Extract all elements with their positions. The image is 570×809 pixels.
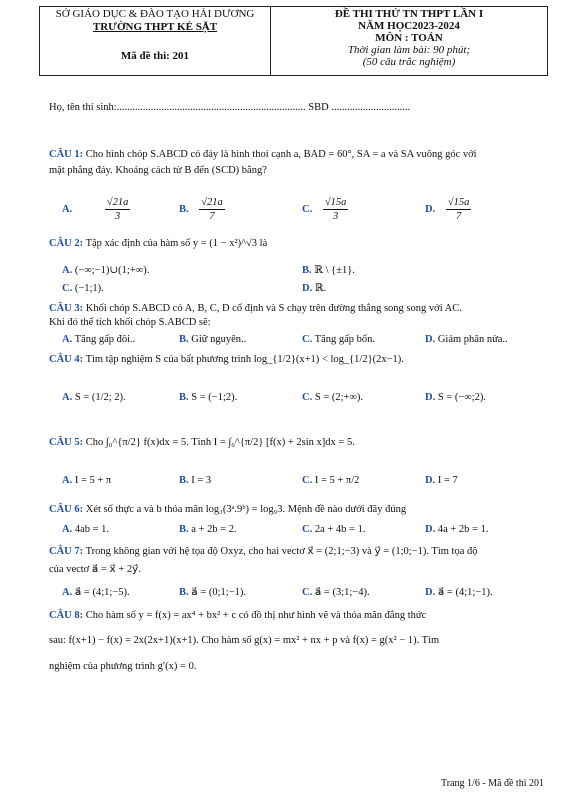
q3-option-b bbox=[179, 333, 246, 346]
q3-text1: Khối chóp S.ABCD có A, B, C, D cố định và S chạy trên đường thẳng song song với AC. bbox=[85, 303, 462, 314]
option-letter: D. bbox=[425, 587, 436, 598]
q4-text: Tìm tập nghiệm S của bất phương trình log_{1/2}(x+1) < log_{1/2}(2x−1). bbox=[85, 354, 404, 365]
q6-option-b bbox=[179, 523, 237, 536]
exam-info bbox=[271, 7, 547, 75]
numerator: √21a bbox=[106, 197, 129, 208]
numerator: √15a bbox=[447, 197, 470, 208]
q8-line1 bbox=[49, 609, 426, 622]
q8-label: CÂU 8: bbox=[49, 610, 84, 621]
department: SỞ GIÁO DỤC & ĐÀO TẠO HẢI DƯƠNG bbox=[55, 8, 255, 20]
q3-line1 bbox=[49, 302, 462, 315]
option-text: S = (2;+∞). bbox=[314, 392, 364, 403]
exam-code: Mã đề thi: 201 bbox=[120, 50, 190, 62]
option-text: a⃗ = (0;1;−1). bbox=[191, 587, 246, 598]
option-letter: D. bbox=[302, 283, 313, 294]
option-letter: C. bbox=[302, 475, 313, 486]
q2-label: CÂU 2: bbox=[49, 238, 84, 249]
option-letter: A. bbox=[62, 203, 73, 215]
school-info bbox=[40, 7, 271, 75]
q5-option-a bbox=[62, 474, 111, 487]
option-letter: D. bbox=[425, 392, 436, 403]
q4-option-a bbox=[62, 391, 126, 404]
fraction bbox=[323, 196, 349, 223]
option-text: 4a + 2b = 1. bbox=[437, 524, 489, 535]
q7-line1 bbox=[49, 545, 477, 558]
option-letter: B. bbox=[179, 587, 189, 598]
option-letter: A. bbox=[62, 334, 73, 345]
q1-label: CÂU 1: bbox=[49, 149, 84, 160]
q5-option-c bbox=[302, 474, 359, 487]
denominator: 3 bbox=[114, 211, 121, 222]
subject: MÔN : TOÁN bbox=[375, 32, 443, 44]
option-letter: C. bbox=[302, 524, 313, 535]
school-name: TRƯỜNG THPT KẺ SẶT bbox=[92, 21, 218, 33]
option-letter: C. bbox=[62, 283, 73, 294]
q3-option-a bbox=[62, 333, 135, 346]
q2-option-a bbox=[62, 264, 149, 277]
fraction bbox=[446, 196, 472, 223]
option-letter: A. bbox=[62, 475, 73, 486]
q1-option-c bbox=[302, 196, 348, 223]
q4-option-d bbox=[425, 391, 486, 404]
option-text: ℝ \ {±1}. bbox=[314, 265, 355, 276]
option-text: a⃗ = (4;1;−1). bbox=[437, 587, 493, 598]
option-letter: A. bbox=[62, 392, 73, 403]
q5-option-d bbox=[425, 474, 458, 487]
option-letter: B. bbox=[302, 265, 312, 276]
denominator: 7 bbox=[455, 211, 462, 222]
option-letter: C. bbox=[302, 392, 313, 403]
q8-text2: sau: f(x+1) − f(x) = 2x(2x+1)(x+1). Cho hàm số g(x) = mx² + nx + p và f(x) = g(x² − 1). Tìm bbox=[49, 635, 440, 646]
option-text: I = 5 + π bbox=[74, 475, 112, 486]
option-letter: D. bbox=[425, 524, 436, 535]
option-letter: B. bbox=[179, 524, 189, 535]
fraction bbox=[199, 196, 225, 223]
q4-label: CÂU 4: bbox=[49, 354, 84, 365]
student-info: Họ, tên thí sinh:........................................................................ SBD .............................. bbox=[49, 102, 411, 113]
q1-option-d bbox=[425, 196, 471, 223]
numerator: √15a bbox=[324, 197, 347, 208]
option-letter: C. bbox=[302, 334, 313, 345]
option-letter: D. bbox=[425, 475, 436, 486]
q4-option-c bbox=[302, 391, 363, 404]
q6-line bbox=[49, 503, 406, 516]
option-text: Tăng gấp bốn. bbox=[314, 334, 376, 345]
q1-text1: Cho hình chóp S.ABCD có đáy là hình thoi cạnh a, BAD = 60°, SA = a và SA vuông góc với bbox=[85, 149, 477, 160]
q5-text: Cho ∫₀^{π/2} f(x)dx = 5. Tính I = ∫₀^{π/2} [f(x) + 2sin x]dx = 5. bbox=[85, 437, 355, 448]
q5-option-b bbox=[179, 474, 211, 487]
q2-line bbox=[49, 237, 267, 250]
q4-option-b bbox=[179, 391, 237, 404]
option-text: Giảm phân nửa.. bbox=[437, 334, 508, 345]
q3-text2: Khi đó thể tích khối chóp S.ABCD sẽ: bbox=[49, 317, 211, 328]
numerator: √21a bbox=[201, 197, 223, 208]
q3-option-c bbox=[302, 333, 375, 346]
denominator: 7 bbox=[209, 211, 215, 222]
q6-option-a bbox=[62, 523, 109, 536]
q4-line bbox=[49, 353, 404, 366]
option-letter: B. bbox=[179, 203, 189, 215]
q2-text: Tập xác định của hàm số y = (1 − x²)^√3 là bbox=[85, 238, 268, 249]
option-letter: B. bbox=[179, 334, 189, 345]
question-count: (50 câu trắc nghiệm) bbox=[362, 56, 456, 68]
q7-option-c bbox=[302, 586, 370, 599]
option-text: I = 3 bbox=[191, 475, 212, 486]
option-letter: A. bbox=[62, 524, 73, 535]
fraction bbox=[105, 196, 131, 223]
option-text: 4ab = 1. bbox=[74, 524, 110, 535]
option-text: 2a + 4b = 1. bbox=[314, 524, 366, 535]
option-letter: D. bbox=[425, 334, 436, 345]
q2-option-d bbox=[302, 282, 326, 295]
q2-option-b bbox=[302, 264, 355, 277]
exam-header bbox=[39, 6, 548, 76]
option-text: Tăng gấp đôi.. bbox=[74, 334, 136, 345]
option-letter: C. bbox=[302, 587, 313, 598]
option-text: S = (−∞;2). bbox=[437, 392, 487, 403]
option-text: Giữ nguyên.. bbox=[191, 334, 247, 345]
option-letter: D. bbox=[425, 203, 436, 215]
q1-option-b bbox=[179, 196, 225, 223]
q2-option-c bbox=[62, 282, 104, 295]
q5-label: CÂU 5: bbox=[49, 437, 84, 448]
option-letter: B. bbox=[179, 475, 189, 486]
option-letter: A. bbox=[62, 587, 73, 598]
q7-text2: của vectơ a⃗ = x⃗ + 2y⃗. bbox=[49, 564, 141, 575]
q8-text3: nghiệm của phương trình g′(x) = 0. bbox=[49, 661, 197, 672]
q6-text: Xét số thực a và b thỏa mãn log₃(3ᵃ.9ᵇ) = log₉3. Mệnh đề nào dưới đây đúng bbox=[85, 504, 407, 515]
q3-option-d bbox=[425, 333, 508, 346]
option-text: ℝ. bbox=[314, 283, 327, 294]
option-letter: C. bbox=[302, 203, 313, 215]
q7-option-b bbox=[179, 586, 246, 599]
denominator: 3 bbox=[332, 211, 339, 222]
q8-text1: Cho hàm số y = f(x) = ax⁴ + bx² + c có đồ thị như hình vẽ và thỏa mãn đẳng thức bbox=[85, 610, 427, 621]
option-text: (−1;1). bbox=[74, 283, 104, 294]
option-text: a⃗ = (3;1;−4). bbox=[314, 587, 370, 598]
q1-line1 bbox=[49, 148, 477, 161]
option-text: S = (−1;2). bbox=[191, 392, 238, 403]
q6-option-d bbox=[425, 523, 488, 536]
q7-label: CÂU 7: bbox=[49, 546, 84, 557]
option-text: I = 7 bbox=[437, 475, 458, 486]
q7-text1: Trong không gian với hệ tọa độ Oxyz, cho hai vectơ x⃗ = (2;1;−3) và y⃗ = (1;0;−1). Tìm tọa độ bbox=[85, 546, 478, 557]
option-text: I = 5 + π/2 bbox=[314, 475, 360, 486]
option-text: S = (1/2; 2). bbox=[74, 392, 126, 403]
option-letter: A. bbox=[62, 265, 73, 276]
option-letter: B. bbox=[179, 392, 189, 403]
q1-option-a bbox=[62, 196, 130, 223]
school-year: NĂM HỌC2023-2024 bbox=[358, 20, 460, 32]
q7-option-a bbox=[62, 586, 130, 599]
q1-text2: mặt phẳng đáy. Khoảng cách từ B đến (SCD) bằng? bbox=[49, 165, 267, 176]
exam-title: ĐỀ THI THỬ TN THPT LẦN I bbox=[334, 8, 484, 20]
time-limit: Thời gian làm bài: 90 phút; bbox=[347, 44, 471, 56]
q6-option-c bbox=[302, 523, 365, 536]
page-footer: Trang 1/6 - Mã đề thi 201 bbox=[441, 778, 544, 789]
option-text: (−∞;−1)∪(1;+∞). bbox=[74, 265, 150, 276]
option-text: a⃗ = (4;1;−5). bbox=[74, 587, 130, 598]
q6-label: CÂU 6: bbox=[49, 504, 84, 515]
option-text: a + 2b = 2. bbox=[191, 524, 237, 535]
q7-option-d bbox=[425, 586, 493, 599]
q5-line bbox=[49, 436, 355, 449]
q3-label: CÂU 3: bbox=[49, 303, 84, 314]
